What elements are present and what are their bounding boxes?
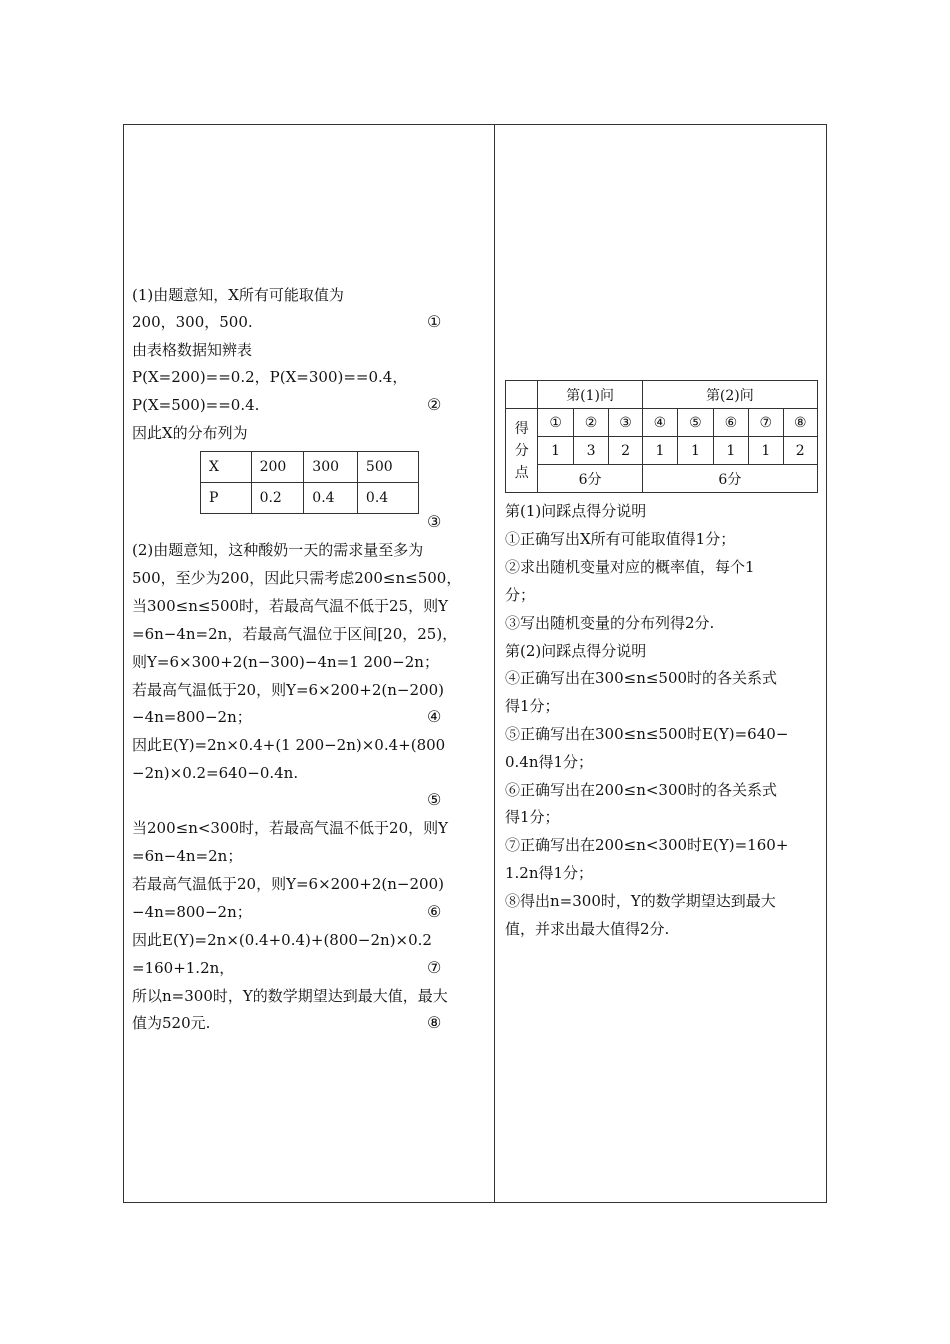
row-label: 得 分 点: [506, 409, 538, 493]
solution-line: 当300≤n≤500时，若最高气温不低于25，则Y: [132, 597, 449, 615]
solution-line: −4n=800−2n；: [132, 903, 252, 921]
note-line: ⑦正确写出在200≤n<300时E(Y)=160+: [505, 836, 789, 854]
solution-line: 则Y=6×300+2(n−300)−4n=1 200−2n；: [132, 653, 439, 671]
point-cell: ⑧: [783, 409, 817, 437]
point-cell: ⑦: [749, 409, 783, 437]
solution-line: P(X=200)==0.2，P(X=300)==0.4，: [132, 368, 408, 386]
solution-line: 若最高气温低于20，则Y=6×200+2(n−200): [132, 681, 444, 699]
table-cell: 500: [357, 452, 418, 483]
p-label-cell: P: [201, 483, 252, 514]
distribution-table: [200, 451, 419, 514]
note-line: 第(2)问踩点得分说明: [505, 642, 647, 660]
note-line: 第(1)问踩点得分说明: [505, 502, 647, 520]
score-mark: ①: [427, 312, 442, 331]
score-mark: ②: [427, 395, 442, 414]
solution-line: P(X=500)==0.4.: [132, 396, 260, 414]
total-cell: 6分: [642, 465, 817, 493]
part2-header: 第(2)问: [642, 381, 817, 409]
solution-line: =6n−4n=2n；: [132, 847, 243, 865]
solution-line: −4n=800−2n；: [132, 708, 252, 726]
point-cell: ①: [538, 409, 573, 437]
score-mark: ⑦: [427, 958, 442, 977]
solution-line: 所以n=300时，Y的数学期望达到最大值，最大: [132, 987, 448, 1005]
score-cell: 1: [713, 437, 748, 465]
solution-line: 200，300，500.: [132, 313, 253, 331]
point-cell: ⑥: [713, 409, 748, 437]
solution-line: 由表格数据知辨表: [132, 341, 253, 359]
part1-header: 第(1)问: [538, 381, 642, 409]
solution-line: 当200≤n<300时，若最高气温不低于20，则Y: [132, 819, 449, 837]
score-cell: 1: [642, 437, 677, 465]
column-divider: [494, 124, 495, 1203]
solution-line: 若最高气温低于20，则Y=6×200+2(n−200): [132, 875, 444, 893]
note-line: 得1分；: [505, 808, 560, 826]
note-line: 值，并求出最大值得2分.: [505, 920, 670, 938]
solution-line: 因此E(Y)=2n×(0.4+0.4)+(800−2n)×0.2: [132, 931, 432, 949]
note-line: 分；: [505, 586, 536, 604]
score-mark: ④: [427, 707, 442, 726]
table-row: [506, 437, 818, 465]
solution-line: (2)由题意知，这种酸奶一天的需求量至多为: [132, 541, 424, 559]
solution-line: (1)由题意知，X所有可能取值为: [132, 286, 344, 304]
note-line: ①正确写出X所有可能取值得1分；: [505, 530, 736, 548]
solution-line: 因此X的分布列为: [132, 424, 248, 442]
solution-line: 因此E(Y)=2n×0.4+(1 200−2n)×0.4+(800: [132, 736, 446, 754]
score-mark: ⑤: [427, 790, 442, 809]
score-mark: ⑥: [427, 902, 442, 921]
note-line: ⑧得出n=300时，Y的数学期望达到最大: [505, 892, 776, 910]
score-cell: 2: [783, 437, 817, 465]
note-line: ③写出随机变量的分布列得2分.: [505, 614, 715, 632]
score-cell: 1: [749, 437, 783, 465]
x-label-cell: X: [201, 452, 252, 483]
point-cell: ④: [642, 409, 677, 437]
note-line: ⑤正确写出在300≤n≤500时E(Y)=640−: [505, 725, 789, 743]
solution-line: 500，至少为200，因此只需考虑200≤n≤500，: [132, 569, 462, 587]
score-mark: ③: [427, 512, 442, 531]
table-row: [506, 465, 818, 493]
table-cell: 0.4: [357, 483, 418, 514]
note-line: 1.2n得1分；: [505, 864, 594, 882]
table-row: [506, 381, 818, 409]
point-cell: ⑤: [678, 409, 713, 437]
score-table: [505, 380, 818, 493]
point-cell: ③: [609, 409, 642, 437]
table-cell: 200: [251, 452, 304, 483]
score-cell: 3: [573, 437, 608, 465]
note-line: ⑥正确写出在200≤n<300时的各关系式: [505, 781, 778, 799]
table-row: [201, 483, 419, 514]
table-cell: 0.2: [251, 483, 304, 514]
solution-line: −2n)×0.2=640−0.4n.: [132, 764, 299, 782]
score-cell: 1: [538, 437, 573, 465]
score-cell: 1: [678, 437, 713, 465]
solution-line: 值为520元.: [132, 1014, 211, 1032]
solution-line: =160+1.2n，: [132, 959, 235, 977]
note-line: 0.4n得1分；: [505, 753, 594, 771]
solution-line: =6n−4n=2n，若最高气温位于区间[20，25)，: [132, 625, 458, 643]
point-cell: ②: [573, 409, 608, 437]
note-line: ②求出随机变量对应的概率值，每个1: [505, 558, 755, 576]
note-line: 得1分；: [505, 697, 560, 715]
total-cell: 6分: [538, 465, 642, 493]
table-cell: 300: [304, 452, 358, 483]
score-cell: 2: [609, 437, 642, 465]
table-row: [201, 452, 419, 483]
score-mark: ⑧: [427, 1013, 442, 1032]
table-cell: 0.4: [304, 483, 358, 514]
note-line: ④正确写出在300≤n≤500时的各关系式: [505, 669, 778, 687]
table-row: [506, 409, 818, 437]
